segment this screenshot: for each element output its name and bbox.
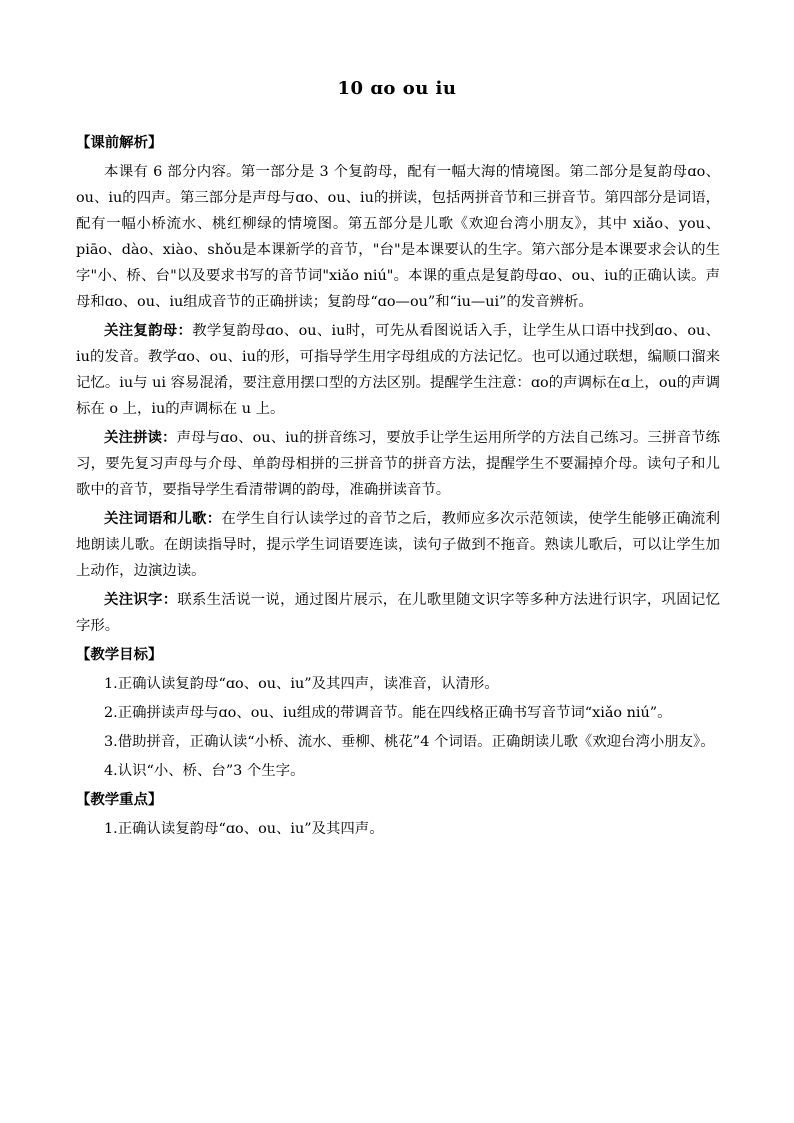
paragraph-lead: 关注复韵母： bbox=[104, 322, 193, 339]
section-heading-analysis: 【课前解析】 bbox=[76, 134, 163, 151]
paragraph-text: 在学生自行认读学过的音节之后，教师应多次示范领读，使学生能够正确流利地朗读儿歌。在朗读指导时，提示学生词语要连读，读句子做到不拖音。熟读儿歌后，可以让学生加上动作，边演边读。 bbox=[76, 511, 720, 579]
paragraph-lead: 关注拼读： bbox=[104, 429, 177, 446]
lesson-title: 10 ɑo ou iu bbox=[337, 78, 457, 99]
paragraph-text: 声母与ɑo、ou、iu的拼音练习，要放手让学生运用所学的方法自己练习。三拼音节练习，要先复习声母与介母、单韵母相拼的三拼音节的拼音方法，提醒学生不要漏掉介母。读句子和儿歌中的音节，要指导学生看清带调的韵母，准确拼读音节。 bbox=[76, 430, 720, 498]
analysis-paragraph-literacy bbox=[76, 587, 720, 639]
document-body bbox=[76, 130, 720, 845]
analysis-paragraph-finals bbox=[76, 318, 720, 422]
analysis-paragraph-words-songs bbox=[76, 506, 720, 584]
paragraph-text: 教学复韵母ɑo、ou、iu时，可先从看图说话入手，让学生从口语中找到ɑo、ou、iu的发音。教学ɑo、ou、iu的形，可指导学生用字母组成的方法记忆。也可以通过联想，编顺口溜来记忆。iu与 ui 容易混淆，要注意用摆口型的方法区别。提醒学生注意：ɑo的声调标在ɑ上，ou的声调标在 o 上，iu的声调标在 u 上。 bbox=[76, 323, 720, 417]
goal-item: 1.正确认读复韵母“ɑo、ou、iu”及其四声，读准音，认清形。 bbox=[104, 676, 499, 692]
analysis-paragraph-1: 本课有 6 部分内容。第一部分是 3 个复韵母，配有一幅大海的情境图。第二部分是复韵母ɑo、ou、iu的四声。第三部分是声母与ɑo、ou、iu的拼读，包括两拼音节和三拼音节。第四部分是词语，配有一幅小桥流水、桃红柳绿的情境图。第五部分是儿歌《欢迎台湾小朋友》，其中 xiǎo、you、piāo、dào、xiào、shǒu是本课新学的音节，"台"是本课要认的生字。第六部分是本课要求会认的生字"小、桥、台"以及要求书写的音节词"xiǎo niú"。本课的重点是复韵母ɑo、ou、iu的正确认读。声母和ɑo、ou、iu组成音节的正确拼读；复韵母“ɑo—ou”和“iu—ui”的发音辨析。 bbox=[76, 164, 720, 310]
paragraph-lead: 关注词语和儿歌： bbox=[104, 510, 222, 527]
goal-item: 4.认识“小、桥、台”3 个生字。 bbox=[104, 763, 305, 779]
section-heading-goals: 【教学目标】 bbox=[76, 646, 163, 663]
analysis-paragraph-spelling bbox=[76, 425, 720, 503]
goal-item: 2.正确拼读声母与ɑo、ou、iu组成的带调音节。能在四线格正确书写音节词“xiǎo niú”。 bbox=[104, 705, 672, 721]
paragraph-text: 联系生活说一说，通过图片展示，在儿歌里随文识字等多种方法进行识字，巩固记忆字形。 bbox=[76, 592, 720, 634]
goal-item: 3.借助拼音，正确认读“小桥、流水、垂柳、桃花”4 个词语。正确朗读儿歌《欢迎台湾小朋友》。 bbox=[104, 734, 715, 750]
keypoint-item: 1.正确认读复韵母“ɑo、ou、iu”及其四声。 bbox=[104, 821, 384, 837]
section-heading-keypoints: 【教学重点】 bbox=[76, 791, 163, 808]
paragraph-lead: 关注识字： bbox=[104, 591, 178, 608]
